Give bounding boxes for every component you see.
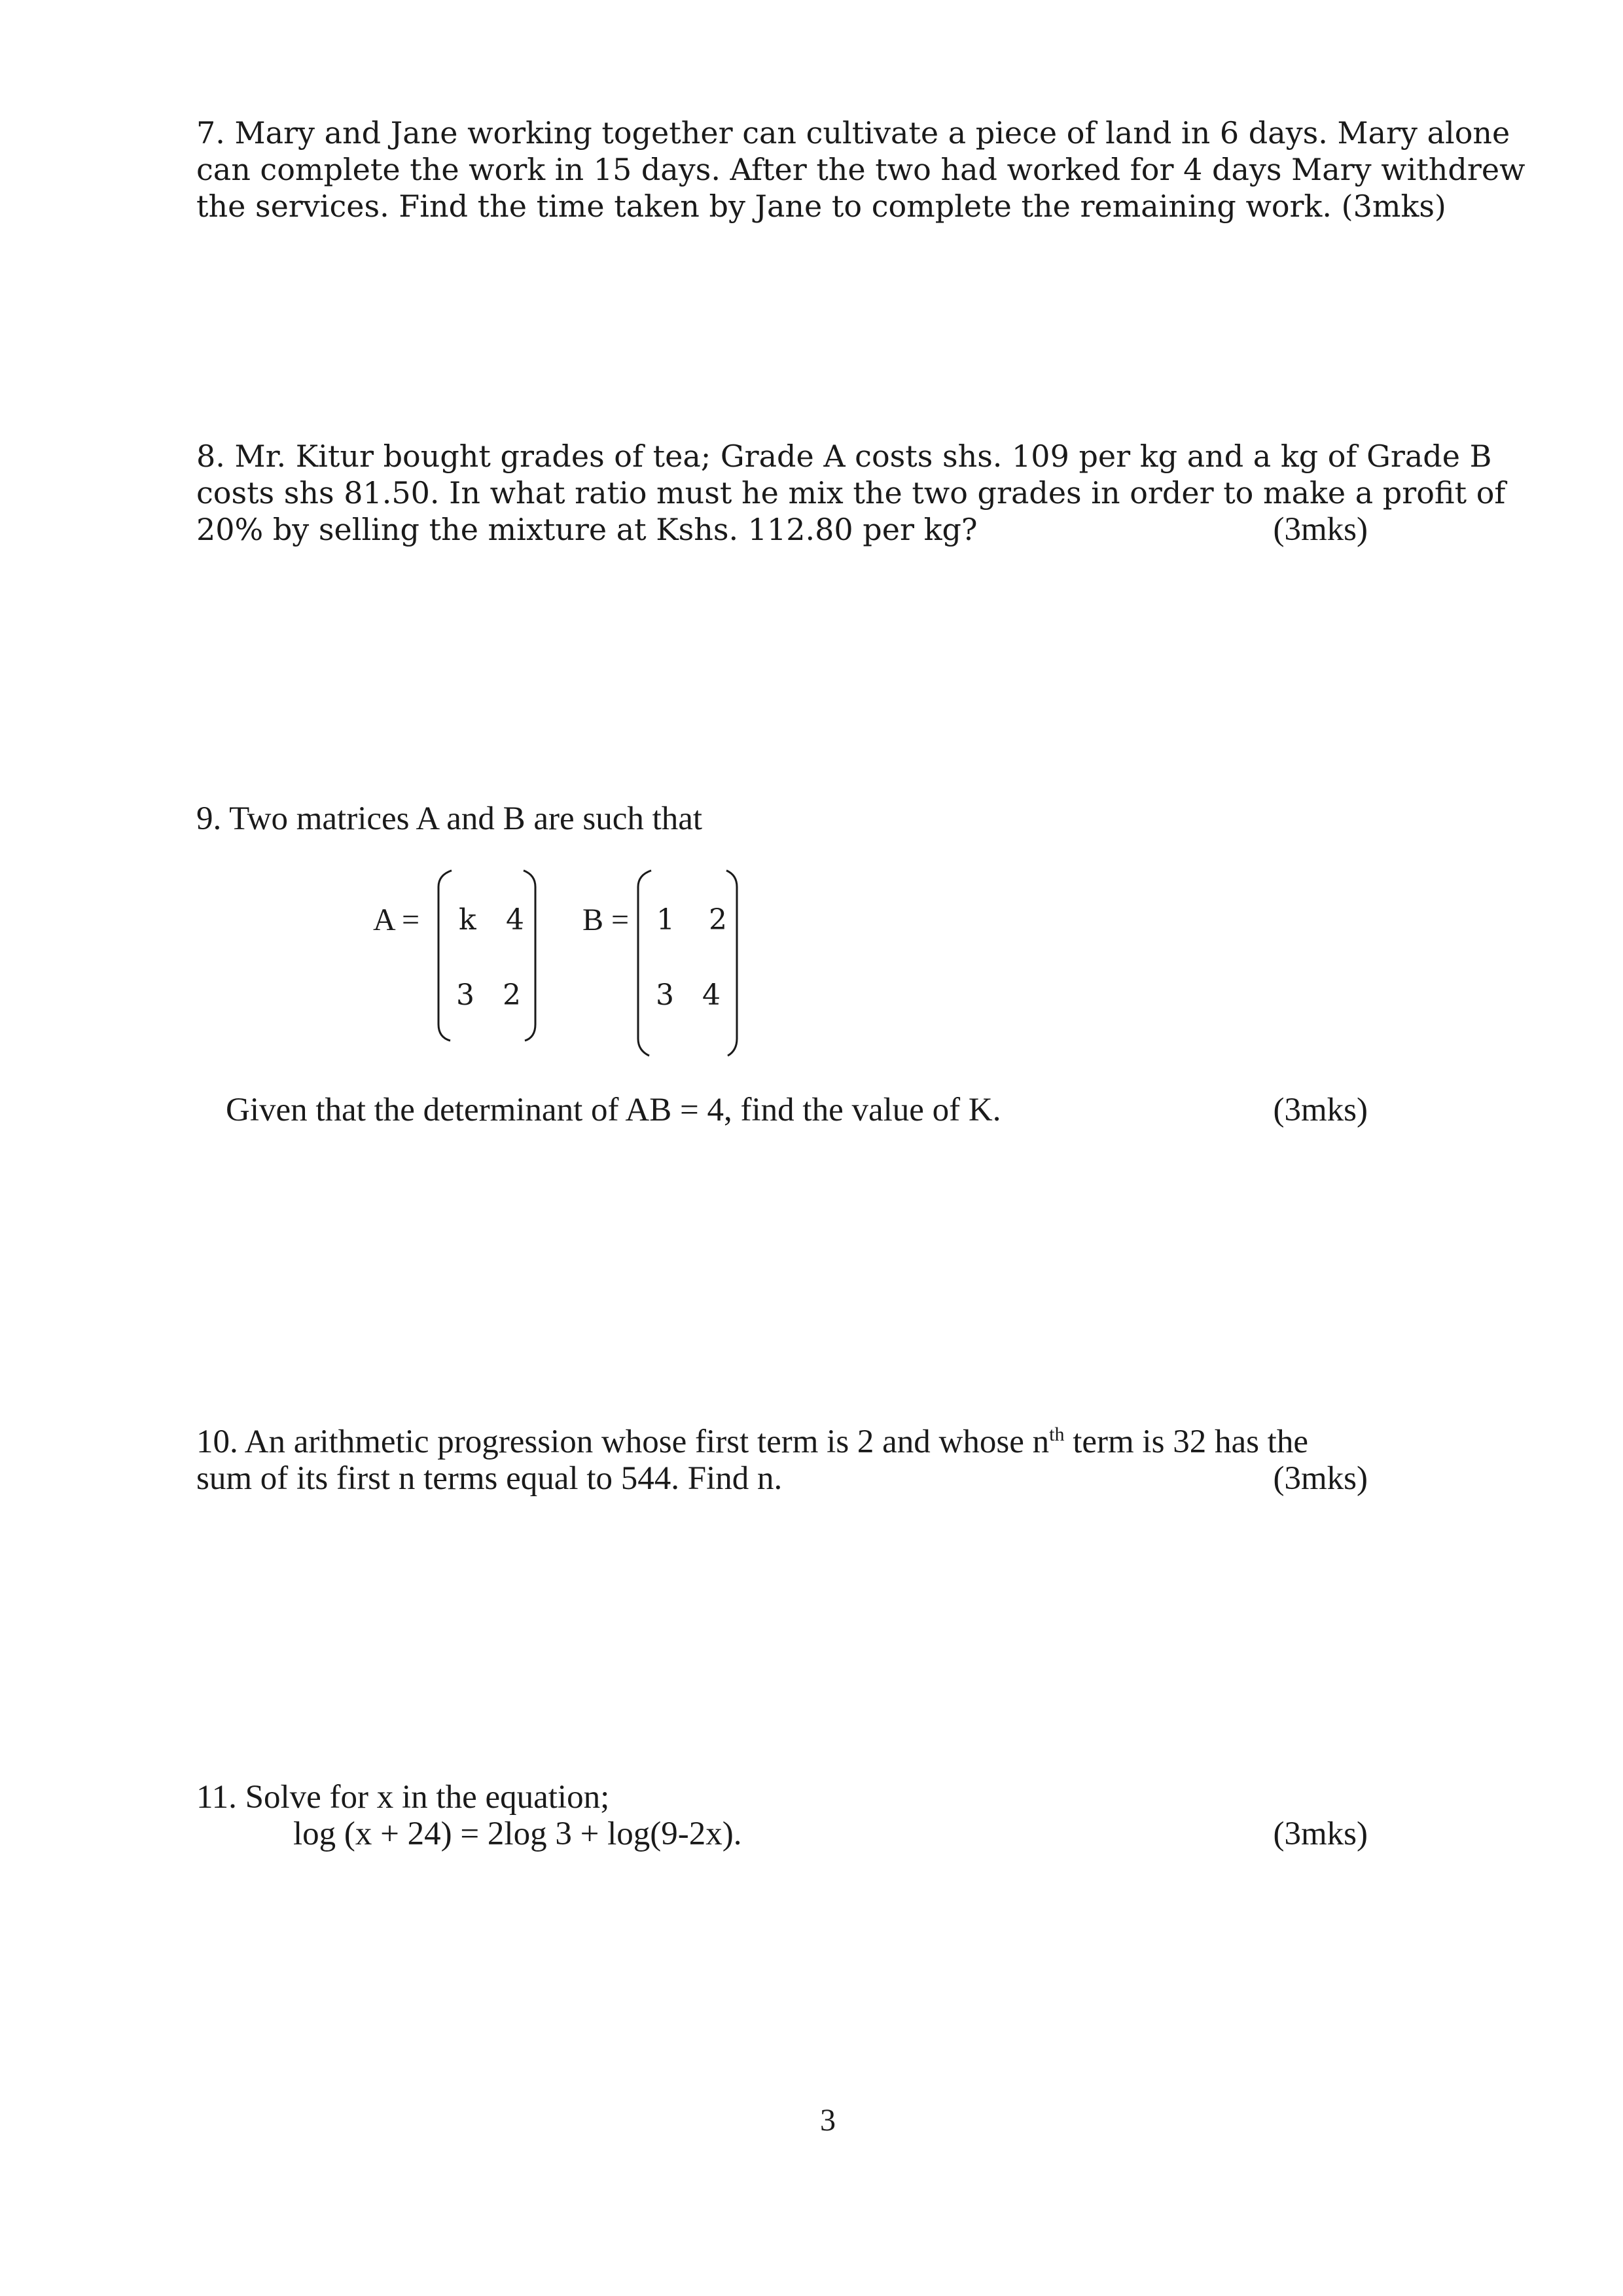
matrix-b-cell-1-2: 2 [709,903,727,937]
question-10-line-2: sum of its first n terms equal to 544. Find n. [196,1460,783,1497]
question-11-marks: (3mks) [1273,1816,1368,1852]
matrix-a-bracket [438,870,535,1041]
question-8-marks: (3mks) [1273,511,1368,548]
question-11 [196,1779,1459,1852]
matrix-a-cell-2-1: 3 [456,978,474,1012]
question-10 [196,1424,1459,1497]
question-8 [196,438,1506,548]
question-9-intro [196,800,1459,837]
question-8-line-3: 20% by selling the mixture at Kshs. 112.80 per kg? [196,512,978,547]
question-8-line-1: 8. Mr. Kitur bought grades of tea; Grade A costs shs. 109 per kg and a kg of Grade B [196,439,1492,474]
matrix-b-label: B = [582,903,630,937]
question-10-superscript: th [1049,1424,1065,1445]
question-9-marks: (3mks) [1273,1092,1368,1128]
question-7-line-3: the services. Find the time taken by Jane to complete the remaining work. (3mks) [196,188,1446,224]
question-10-line-1 [196,1424,1459,1460]
question-11-line-1: 11. Solve for x in the equation; [196,1779,610,1816]
matrix-a-label: A = [373,903,420,937]
question-11-equation: log (x + 24) = 2log 3 + log(9-2x). [293,1816,742,1852]
question-8-line-2: costs shs 81.50. In what ratio must he mix the two grades in order to make a profit of [196,475,1506,511]
page-number: 3 [820,2103,836,2138]
question-10-line-2-row [196,1460,1368,1497]
matrix-b-cell-2-1: 3 [656,978,674,1012]
question-9-intro-text: 9. Two matrices A and B are such that [196,800,703,837]
question-7 [196,115,1525,224]
question-10-line-1-before: 10. An arithmetic progression whose first term is 2 and whose n [196,1424,1050,1460]
matrix-a-cell-2-2: 2 [503,978,521,1012]
matrix-a-cell-1-1: k [459,903,476,937]
matrix-b-cell-2-2: 4 [702,978,721,1012]
question-9-given [226,1092,1489,1128]
question-7-line-2: can complete the work in 15 days. After the two had worked for 4 days Mary withdrew [196,152,1525,187]
matrix-b-bracket [638,870,737,1056]
matrix-a-cell-1-2: 4 [506,903,524,937]
question-10-marks: (3mks) [1273,1460,1368,1497]
matrix-brackets [373,861,779,1050]
question-9-given-row [226,1092,1368,1128]
question-10-line-1-after: term is 32 has the [1064,1424,1308,1460]
question-11-line-2-row [196,1816,1368,1852]
question-7-line-1: 7. Mary and Jane working together can cultivate a piece of land in 6 days. Mary alone [196,115,1510,151]
matrix-b-cell-1-1: 1 [656,903,675,937]
question-8-line-3-row [196,511,1368,548]
matrix-definitions [373,861,779,1050]
question-9-given-text: Given that the determinant of AB = 4, find the value of K. [226,1092,1001,1128]
